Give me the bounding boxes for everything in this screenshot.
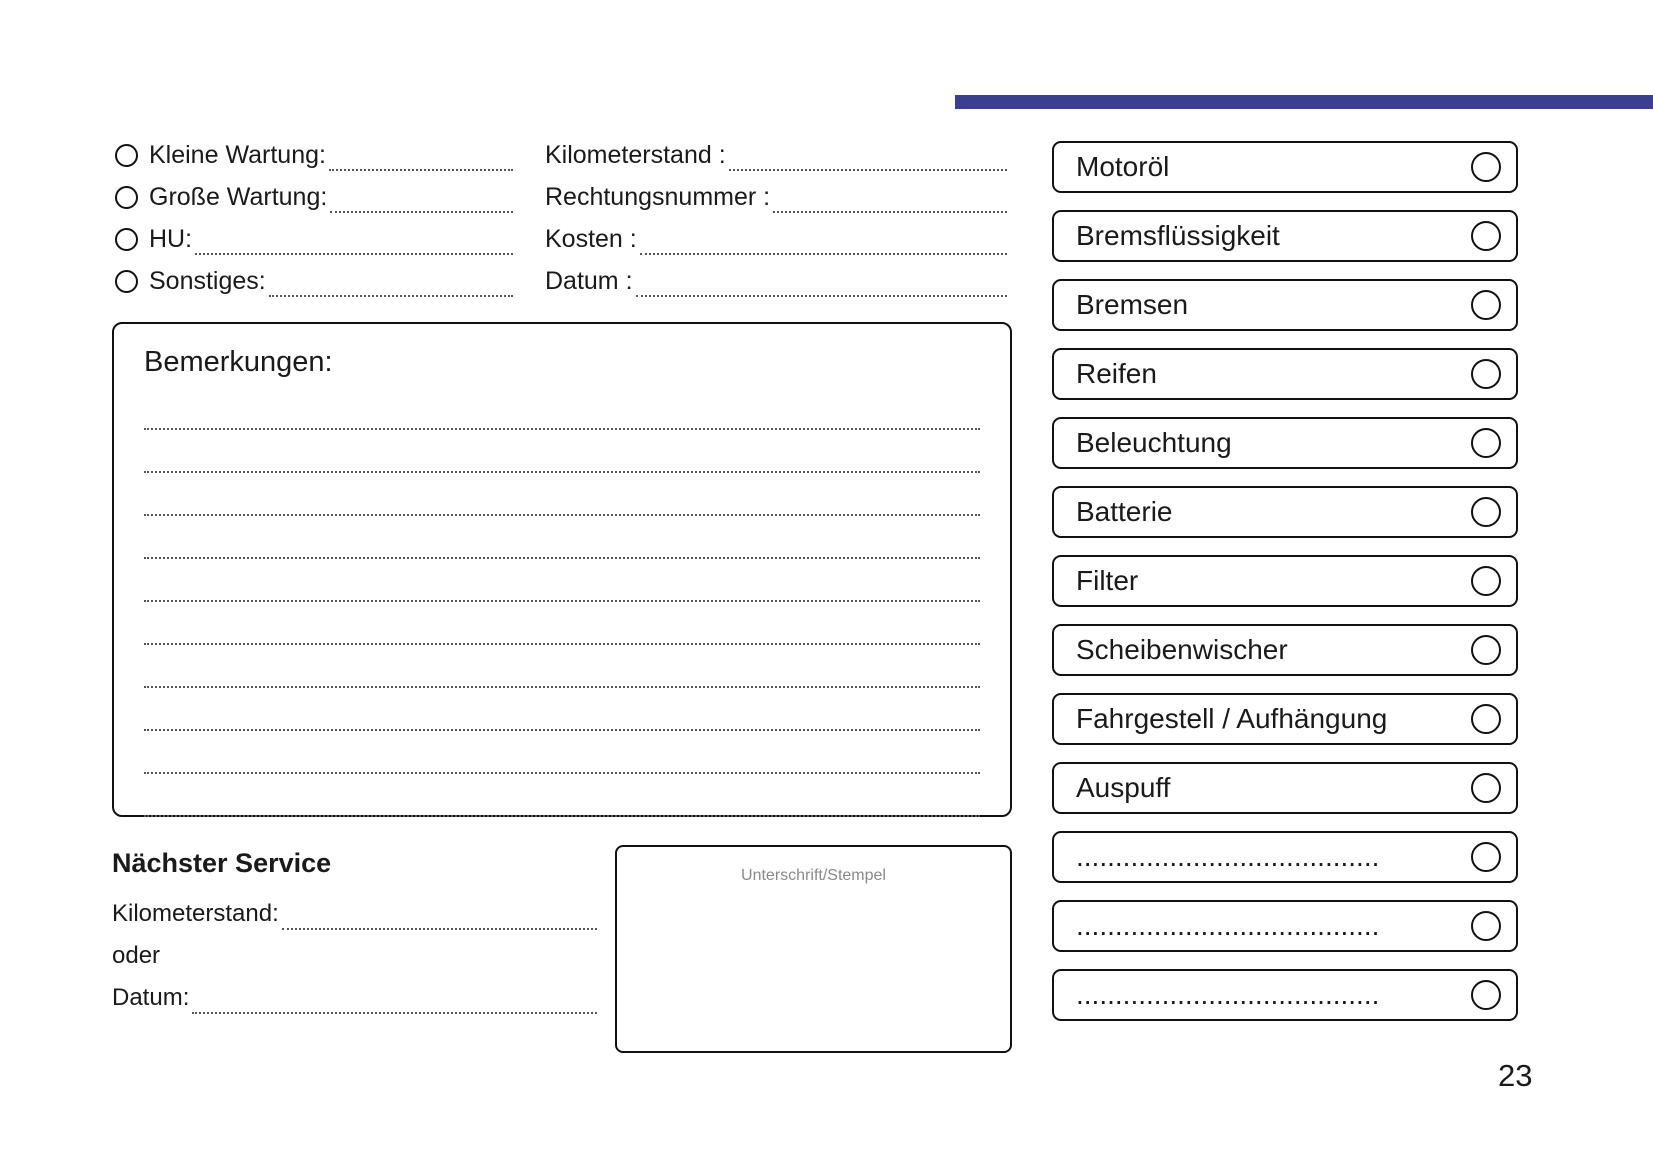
checklist-item-label: Beleuchtung (1076, 427, 1232, 458)
check-circle[interactable] (1471, 221, 1501, 251)
check-circle[interactable] (1471, 704, 1501, 734)
radio-circle[interactable] (115, 228, 138, 251)
next-service-km-label: Kilometerstand: (112, 900, 279, 927)
page-number: 23 (1498, 1058, 1533, 1093)
service-type-label: HU: (149, 224, 193, 253)
checklist-item-label: ....................................... (1076, 910, 1380, 941)
service-type-row (115, 218, 513, 260)
checklist-item-label: Batterie (1076, 496, 1173, 527)
remarks-box (112, 322, 1012, 817)
fill-in-line (269, 265, 513, 297)
check-circle[interactable] (1471, 842, 1501, 872)
checklist-item-blank (1052, 969, 1518, 1021)
record-field-label: Rechtungsnummer : (545, 182, 771, 211)
service-type-row (115, 176, 513, 218)
record-field-label: Datum : (545, 266, 633, 295)
checklist-item (1052, 141, 1518, 193)
checklist-item-label: Scheibenwischer (1076, 634, 1288, 665)
checklist-item-label: Auspuff (1076, 772, 1171, 803)
radio-circle[interactable] (115, 270, 138, 293)
checklist-item (1052, 555, 1518, 607)
checklist-item (1052, 693, 1518, 745)
fill-in-line (192, 982, 597, 1014)
checklist-item-label: ....................................... (1076, 841, 1380, 872)
remark-line (144, 645, 980, 688)
remark-line (144, 688, 980, 731)
service-type-row (115, 260, 513, 302)
next-service-date-row (112, 977, 597, 1019)
checklist-item-label: Motoröl (1076, 151, 1170, 182)
check-circle[interactable] (1471, 359, 1501, 389)
check-circle[interactable] (1471, 566, 1501, 596)
check-circle[interactable] (1471, 773, 1501, 803)
check-circle[interactable] (1471, 497, 1501, 527)
check-circle[interactable] (1471, 911, 1501, 941)
checklist-item-label: Filter (1076, 565, 1139, 596)
record-field-label: Kilometerstand : (545, 140, 726, 169)
service-type-label: Kleine Wartung: (149, 140, 326, 169)
remark-line (144, 731, 980, 774)
record-fields-group (545, 134, 1007, 302)
next-service-title: Nächster Service (112, 848, 332, 878)
service-type-label: Sonstiges: (149, 266, 266, 295)
check-circle[interactable] (1471, 428, 1501, 458)
service-type-group (115, 134, 513, 302)
next-service-or-row (112, 935, 597, 977)
radio-circle[interactable] (115, 144, 138, 167)
fill-in-line (636, 265, 1007, 297)
next-service-group (112, 893, 597, 1019)
accent-bar (955, 95, 1653, 109)
remark-line (144, 387, 980, 430)
checklist-item (1052, 762, 1518, 814)
checklist-item-blank (1052, 900, 1518, 952)
signature-stamp-box (615, 845, 1012, 1053)
fill-in-line (729, 139, 1007, 171)
check-circle[interactable] (1471, 152, 1501, 182)
service-type-row (115, 134, 513, 176)
checklist-item (1052, 348, 1518, 400)
checklist-item-label: Bremsen (1076, 289, 1189, 320)
checklist-item (1052, 417, 1518, 469)
fill-in-line (195, 223, 513, 255)
record-field-label: Kosten : (545, 224, 637, 253)
checklist-item-blank (1052, 831, 1518, 883)
next-service-km-row (112, 893, 597, 935)
signature-stamp-label: Unterschrift/Stempel (741, 867, 886, 884)
check-circle[interactable] (1471, 290, 1501, 320)
fill-in-line (330, 181, 513, 213)
record-field-row (545, 134, 1007, 176)
fill-in-line (640, 223, 1007, 255)
record-field-row (545, 260, 1007, 302)
remark-line (144, 774, 980, 817)
checklist-item (1052, 210, 1518, 262)
remark-line (144, 559, 980, 602)
remarks-title: Bemerkungen: (144, 346, 333, 378)
remark-line (144, 430, 980, 473)
next-service-date-label: Datum: (112, 984, 190, 1011)
record-field-row (545, 218, 1007, 260)
check-circle[interactable] (1471, 980, 1501, 1010)
radio-circle[interactable] (115, 186, 138, 209)
remark-line (144, 516, 980, 559)
next-service-or-label: oder (112, 942, 161, 969)
record-field-row (545, 176, 1007, 218)
checklist (1052, 141, 1518, 1038)
fill-in-line (329, 139, 513, 171)
checklist-item-label: Reifen (1076, 358, 1157, 389)
remark-line (144, 473, 980, 516)
fill-in-line (773, 181, 1007, 213)
checklist-item (1052, 624, 1518, 676)
fill-in-line (282, 898, 597, 930)
checklist-item-label: ....................................... (1076, 979, 1380, 1010)
checklist-item-label: Bremsflüssigkeit (1076, 220, 1280, 251)
remark-line (144, 602, 980, 645)
checklist-item (1052, 279, 1518, 331)
service-type-label: Große Wartung: (149, 182, 328, 211)
check-circle[interactable] (1471, 635, 1501, 665)
checklist-item-label: Fahrgestell / Aufhängung (1076, 703, 1388, 734)
checklist-item (1052, 486, 1518, 538)
